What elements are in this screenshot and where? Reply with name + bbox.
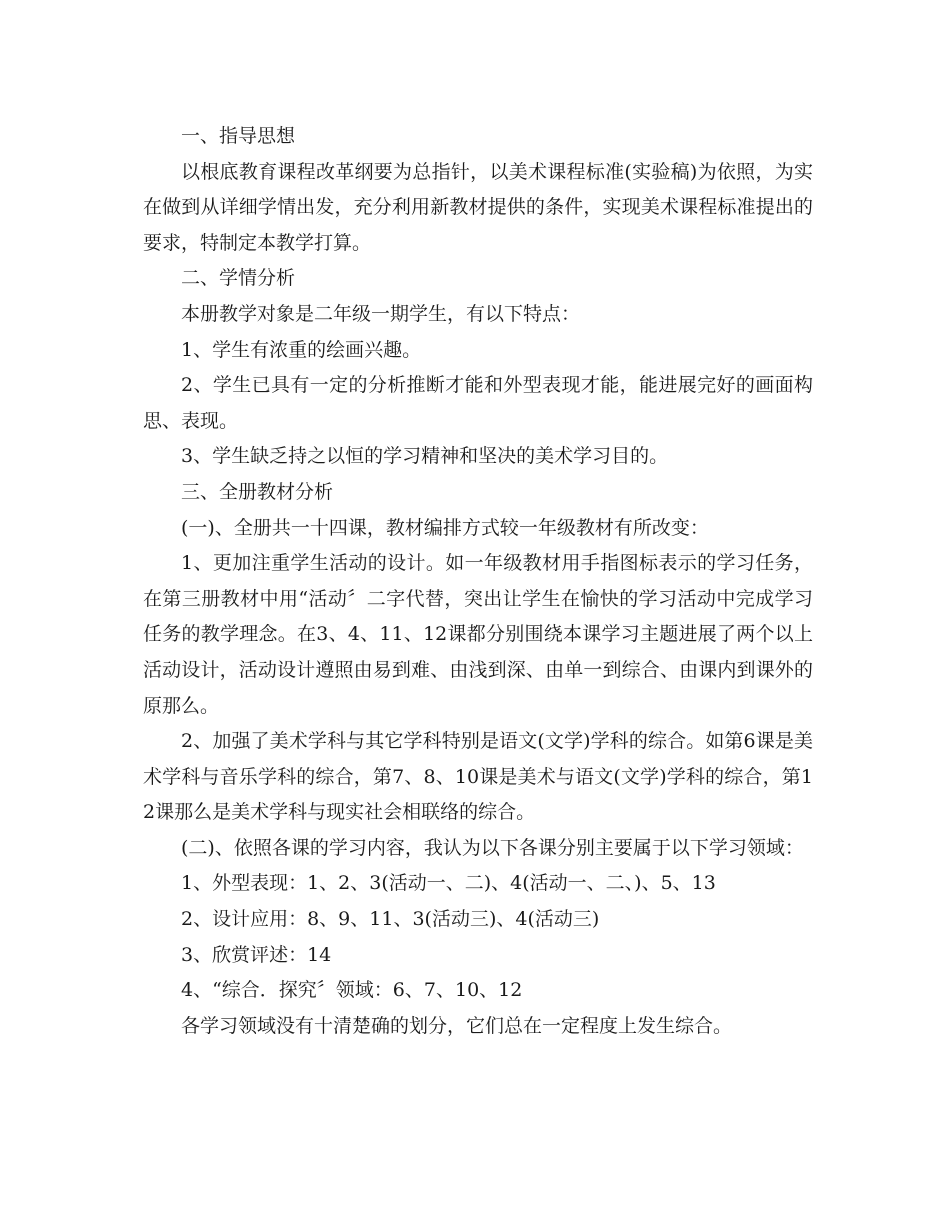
paragraph-domain-note: 各学习领域没有十清楚确的划分，它们总在一定程度上发生综合。 bbox=[181, 1014, 733, 1037]
list-item-student-2: 2、学生已具有一定的分析推断才能和外型表现才能，能进展完好的画面构思、表现。 bbox=[143, 374, 813, 432]
heading-student-analysis: 二、学情分析 bbox=[181, 267, 296, 290]
subheading-learning-domains: (二)、依照各课的学习内容，我认为以下各课分别主要属于以下学习领域： bbox=[181, 836, 804, 859]
paragraph-guiding-ideology: 以根底教育课程改革纲要为总指针，以美术课程标准(实验稿)为依照，为实在做到从详细学情出发，充分利用新教材提供的条件，实现美术课程标准提出的要求，特制定本教学打算。 bbox=[143, 160, 813, 254]
list-item-student-3: 3、学生缺乏持之以恒的学习精神和坚决的美术学习目的。 bbox=[181, 445, 669, 468]
heading-textbook-analysis: 三、全册教材分析 bbox=[181, 480, 334, 503]
list-item-domain-2: 2、设计应用：8、9、11、3(活动三)、4(活动三) bbox=[181, 908, 600, 931]
subheading-textbook-changes: (一)、全册共一十四课，教材编排方式较一年级教材有所改变： bbox=[181, 516, 709, 539]
list-item-domain-4: 4、“综合．探究〞领域：6、7、10、12 bbox=[181, 979, 523, 1002]
paragraph-student-intro: 本册教学对象是二年级一期学生，有以下特点： bbox=[181, 302, 581, 325]
list-item-domain-1: 1、外型表现：1、2、3(活动一、二)、4(活动一、二、)、5、13 bbox=[181, 872, 716, 895]
document-body bbox=[143, 119, 813, 1044]
list-item-student-1: 1、学生有浓重的绘画兴趣。 bbox=[181, 338, 422, 361]
list-item-textbook-2: 2、加强了美术学科与其它学科特别是语文(文学)学科的综合。如第6课是美术学科与音乐学科的综合，第7、8、10课是美术与语文(文学)学科的综合，第12课那么是美术学科与现实社会相联络的综合。 bbox=[143, 730, 813, 824]
heading-guiding-ideology: 一、指导思想 bbox=[181, 125, 296, 147]
list-item-textbook-1: 1、更加注重学生活动的设计。如一年级教材用手指图标表示的学习任务，在第三册教材中用“活动〞二字代替，突出让学生在愉快的学习活动中完成学习任务的教学理念。在3、4、11、12课都分别围绕本课学习主题进展了两个以上活动设计，活动设计遵照由易到难、由浅到深、由单一到综合、由课内到课外的原那么。 bbox=[143, 552, 813, 717]
list-item-domain-3: 3、欣赏评述：14 bbox=[181, 943, 332, 966]
